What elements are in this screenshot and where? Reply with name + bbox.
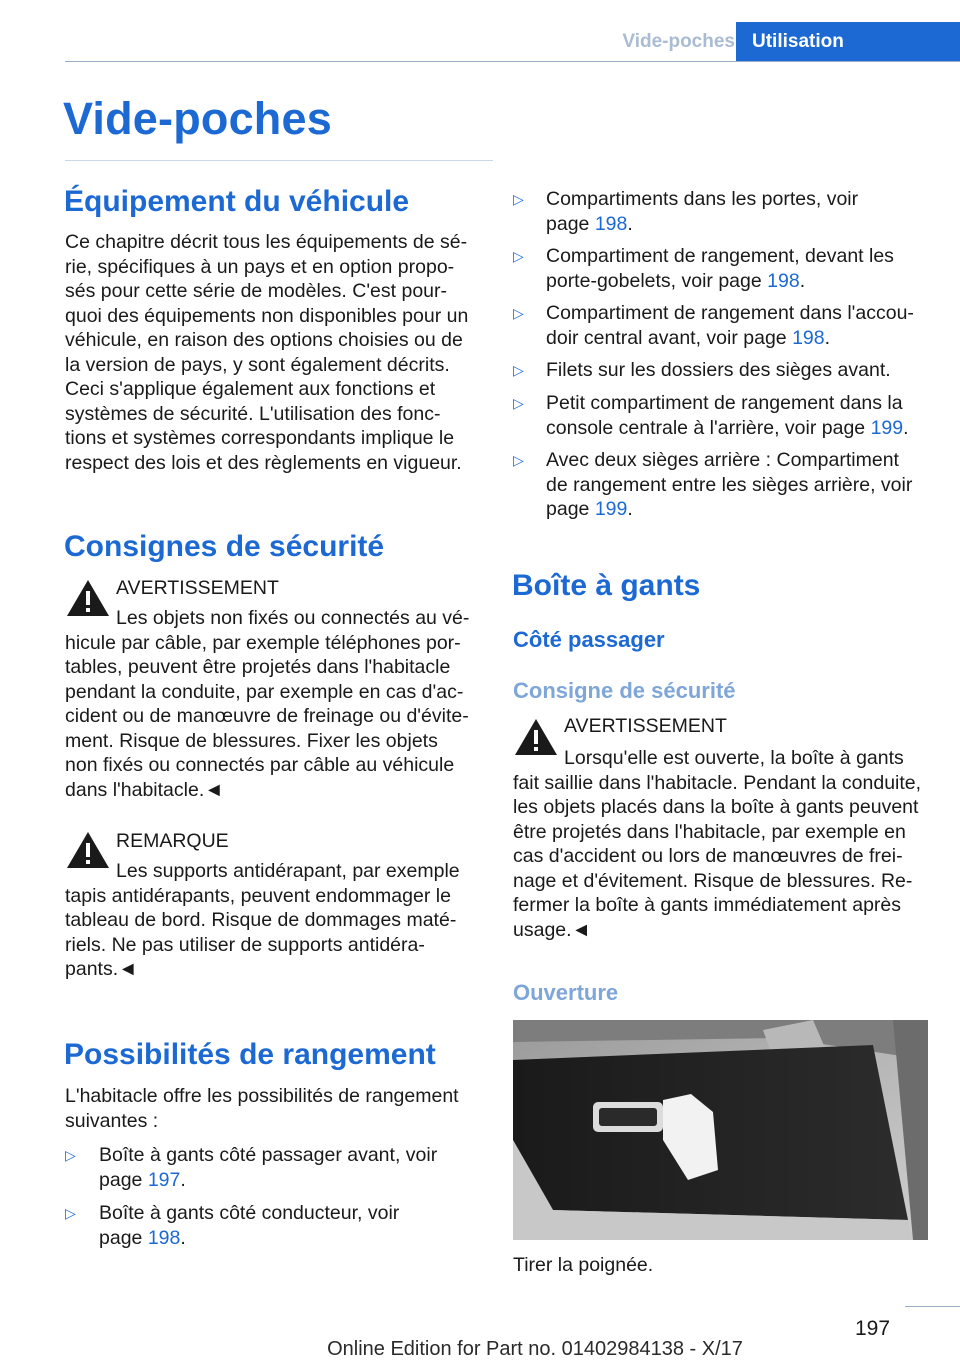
page-link[interactable]: 198 [767,269,800,292]
note-label: REMARQUE [116,830,229,852]
header-rule [65,61,960,62]
warning-text: Les objets non fixés ou connectés au vé‐ hicule par câble, par exemple téléphones por‐ tables, peuvent être projetés dans l'habitacle pendant la conduite, par exemple en cas d'ac‐ cident ou de manœuvre de freinage ou d'évite‐ ment. Risque de blessures. Fixer les objets non fixés ou connectés par câble au véhicule dans l'habitacle.◄ [65,607,470,801]
page-link[interactable]: 199 [870,416,904,439]
triangle-bullet-icon: ▷ [513,191,524,207]
warning-label: AVERTISSEMENT [116,577,279,599]
page-link[interactable]: 198 [594,212,628,235]
list-item: ▷ Compartiment de rangement, devant les porte-gobelets, voir page 198. [513,245,894,292]
heading-passenger-side: Côté passager [513,627,665,652]
heading-glovebox: Boîte à gants [512,569,701,602]
header-section-title: Vide-poches [622,31,735,52]
heading-equipment: Équipement du véhicule [64,185,410,218]
heading-safety: Consignes de sécurité [64,530,385,563]
edition-footer: Online Edition for Part no. 01402984138 - X/17 [327,1338,743,1360]
page-link[interactable]: 198 [147,1226,181,1249]
list-item: ▷ Filets sur les dossiers des sièges avant. [513,359,891,381]
header-chapter-tab[interactable]: Utilisation [736,22,960,62]
triangle-bullet-icon: ▷ [65,1205,76,1221]
title-divider [65,160,493,161]
heading-storage: Possibilités de rangement [64,1038,436,1071]
triangle-bullet-icon: ▷ [513,305,524,321]
storage-list-continued [513,187,933,528]
paragraph-storage: L'habitacle offre les possibilités de rangement suivantes : [65,1085,459,1132]
list-item: ▷ Petit compartiment de rangement dans la console centrale à l'arrière, voir page 199. [513,392,909,439]
warning-label: AVERTISSEMENT [564,715,727,737]
list-item: ▷ Compartiment de rangement dans l'accou‐ doir central avant, voir page 198. [513,302,914,349]
triangle-bullet-icon: ▷ [65,1147,76,1163]
page-number: 197 [855,1317,891,1340]
glovebox-photo [513,1020,928,1240]
page-link[interactable]: 199 [594,498,628,520]
triangle-bullet-icon: ▷ [513,362,524,378]
triangle-bullet-icon: ▷ [513,452,524,468]
note-text: Les supports antidérapant, par exemple tapis antidérapants, peuvent endommager le tableau de bord. Risque de dommages maté‐ riels. Ne pas utiliser de supports antidéra‐ pants.◄ [65,860,460,980]
heading-safety-note: Consigne de sécurité [513,678,736,703]
list-item: ▷ Compartiments dans les portes, voir page 198. [513,188,859,235]
heading-opening: Ouverture [513,980,619,1005]
storage-list [65,1143,495,1259]
triangle-bullet-icon: ▷ [513,248,524,264]
warning-text: Lorsqu'elle est ouverte, la boîte à gants fait saillie dans l'habitacle. Pendant la conduite, les objets placés dans la boîte à gants peuvent être projetés dans l'habitacle, par exemple en cas d'accident ou lors de manœuvres de frei‐ nage et d'évitement. Risque de blessures. Re‐ fermer la boîte à gants immédiatement après usage.◄ [513,747,922,941]
photo-caption: Tirer la poignée. [513,1254,654,1276]
footer-rule [905,1306,960,1307]
page-link[interactable]: 198 [792,326,825,349]
list-item: ▷ Avec deux sièges arrière : Compartiment de rangement entre les sièges arrière, voir page 199. [513,449,913,520]
page-link[interactable]: 197 [147,1168,181,1191]
paragraph-equipment: Ce chapitre décrit tous les équipements de sé‐ rie, spécifiques à un pays et en option propo‐ sés pour cette série de modèles. C'est pour‐ quoi des équipements non disponibles pour un véhicule, en raison des options choisies ou de la version de pays, y sont également décrits. Ceci s'applique également aux fonctions et systèmes de sécurité. L'utilisation des fonc‐ tions et systèmes correspondants implique le respect des lois et des règlements en vigueur. [65,231,469,474]
list-item: ▷ Boîte à gants côté passager avant, voir page 197. [65,1144,438,1191]
page-title: Vide-poches [63,93,332,144]
triangle-bullet-icon: ▷ [513,395,524,411]
list-item: ▷ Boîte à gants côté conducteur, voir page 198. [65,1202,400,1249]
